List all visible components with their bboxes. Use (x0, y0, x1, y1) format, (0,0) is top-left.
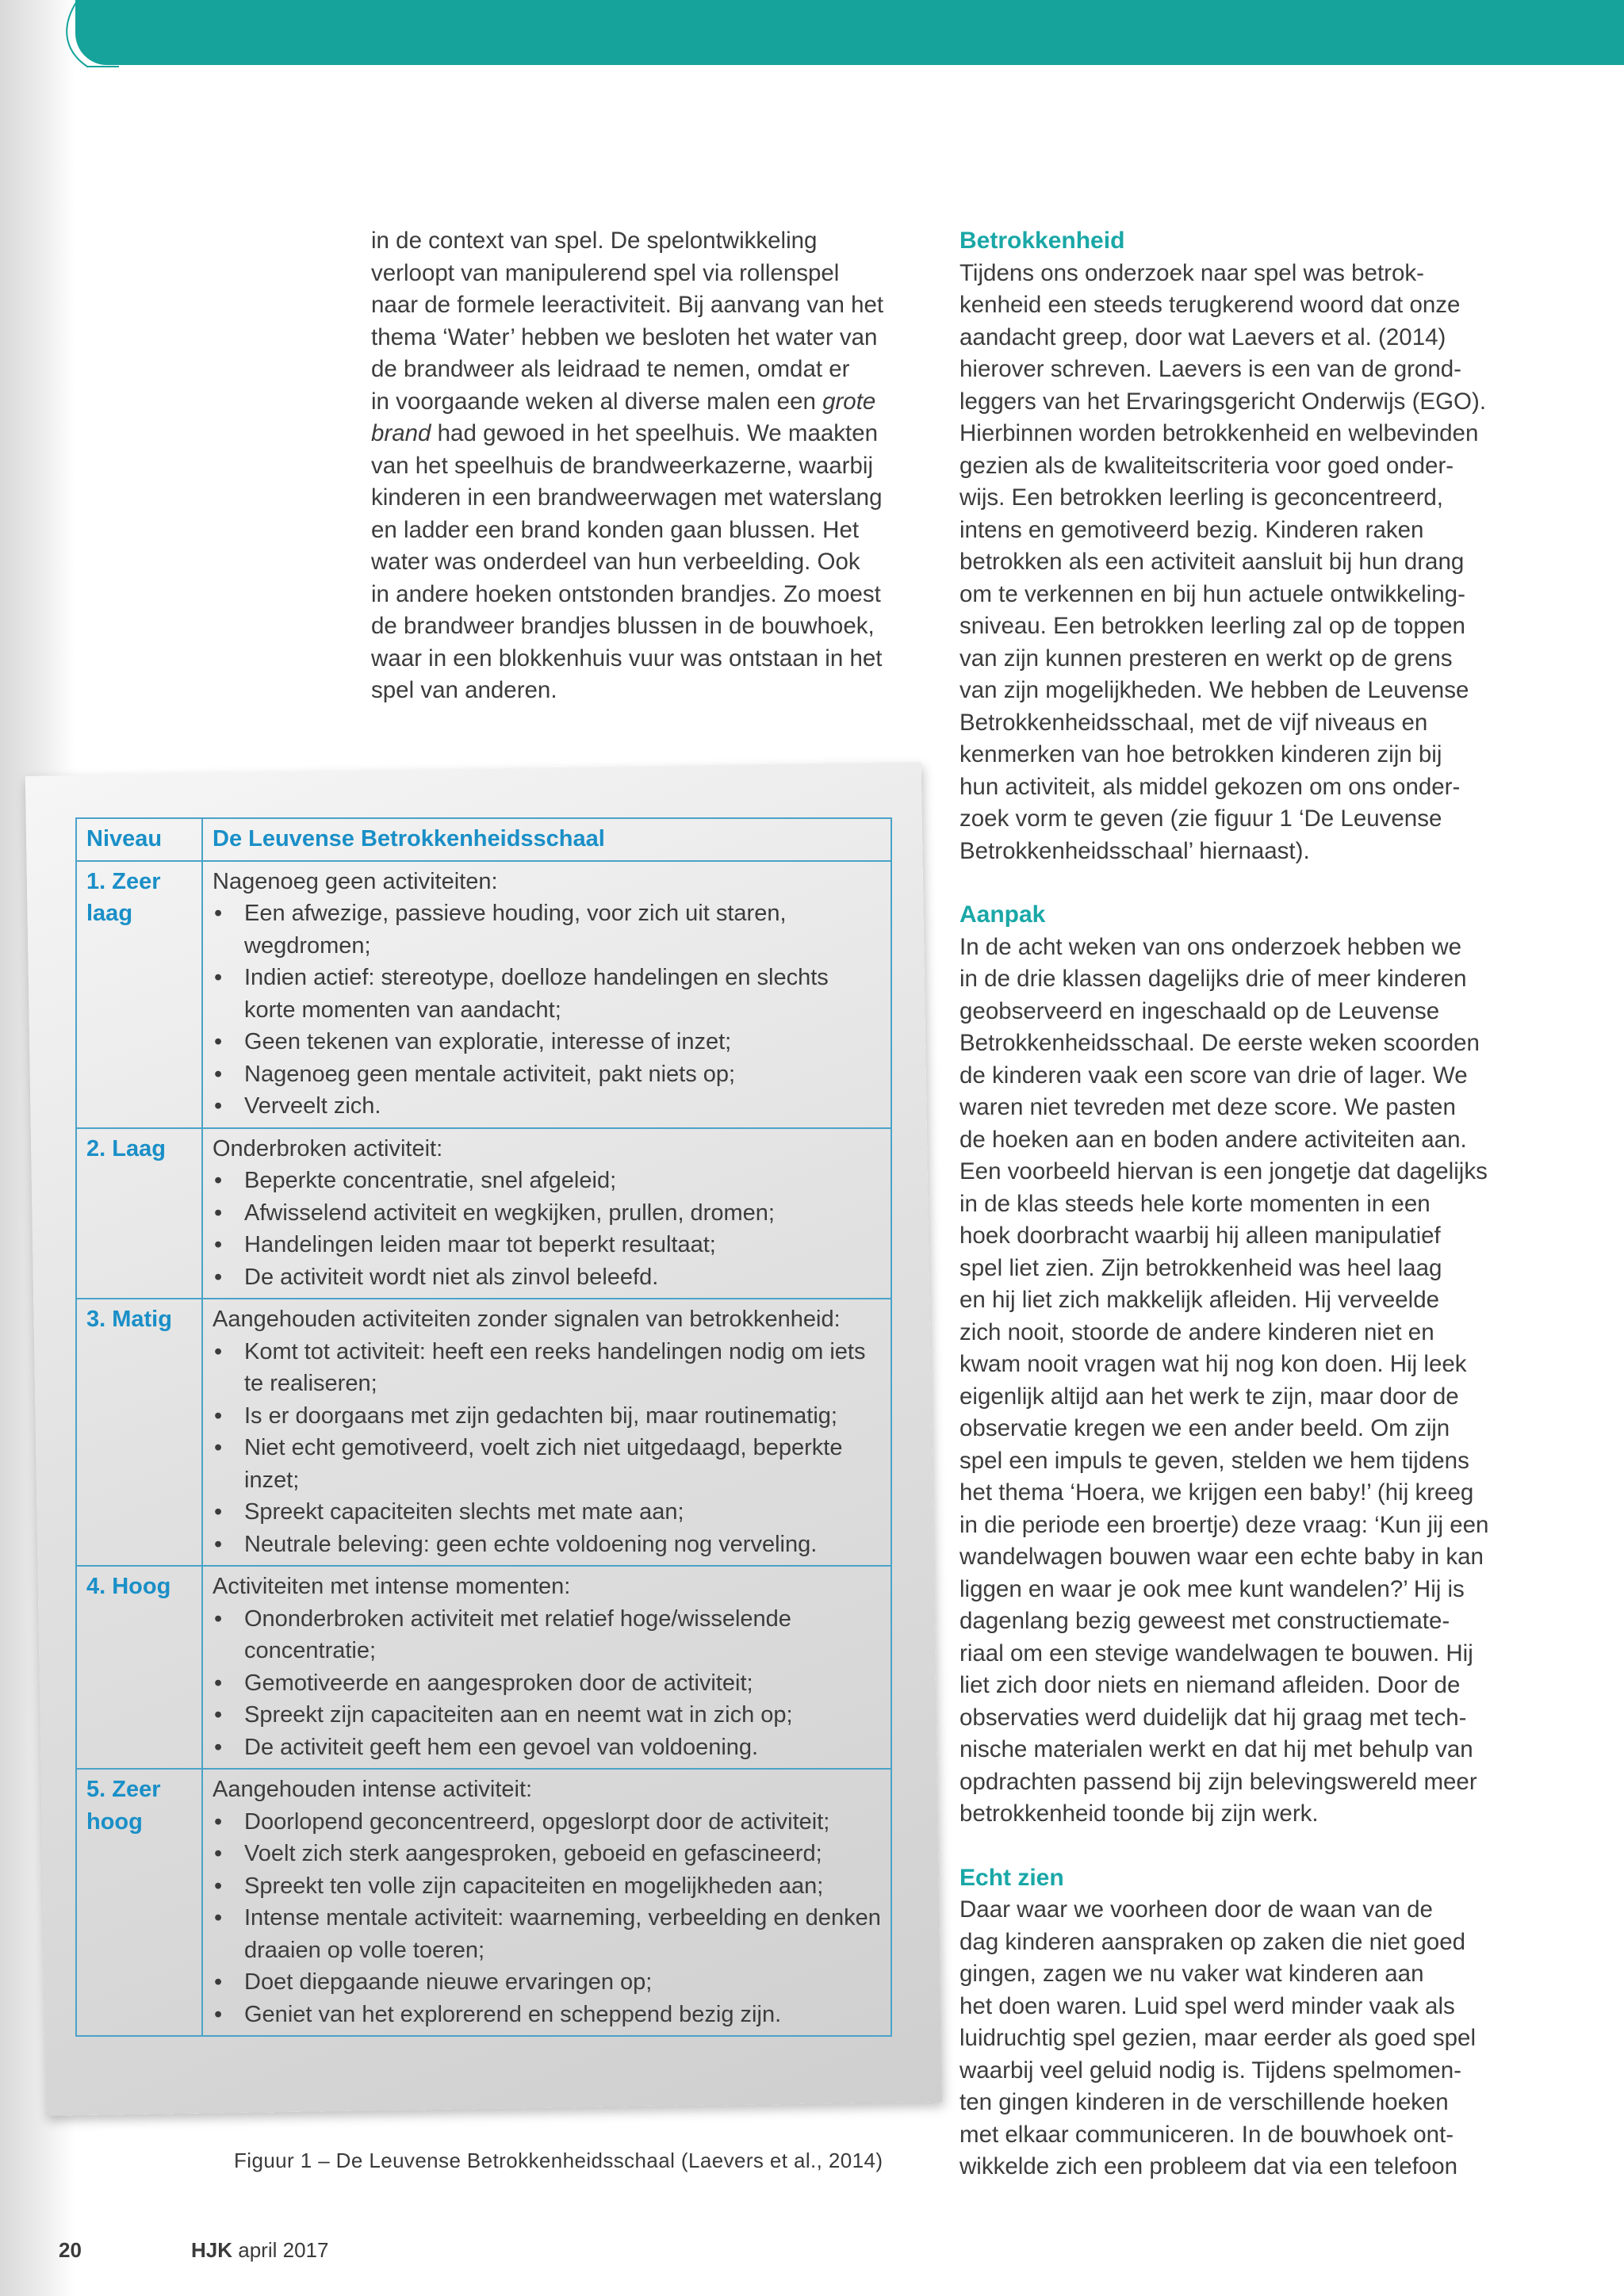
description-cell (202, 1128, 891, 1299)
list-item: • Beperkte concentratie, snel afgeleid; (213, 1165, 881, 1197)
list-item: • Geen tekenen van exploratie, interesse of inzet; (213, 1026, 881, 1058)
body-text-line: en ladder een brand konden gaan blussen. Het (371, 516, 860, 543)
body-text-line: waar in een blokkenhuis vuur was ontstaan in het (371, 645, 883, 672)
list-item: • Is er doorgaans met zijn gedachten bij, maar routinematig; (213, 1400, 881, 1433)
body-text-line: dag kinderen aanspraken op zaken die niet goed (959, 1928, 1466, 1955)
list-item: • Spreekt ten volle zijn capaciteiten en mogelijkheden aan; (213, 1870, 881, 1903)
list-item: • Voelt zich sterk aangesproken, geboeid en gefascineerd; (213, 1838, 881, 1870)
body-text-line: leggers van het Ervaringsgericht Onderwijs (EGO). (959, 388, 1487, 415)
body-text-line: intens en gemotiveerd bezig. Kinderen raken (959, 516, 1424, 543)
body-text-line: verloopt van manipulerend spel via rollenspel (371, 259, 840, 286)
body-text-line: het thema ‘Hoera, we krijgen een baby!’ (hij kreeg (959, 1479, 1474, 1506)
table-row (76, 1769, 891, 2036)
body-text-line: Betrokkenheidsschaal. De eerste weken scoorden (959, 1030, 1480, 1056)
list-item: • Ononderbroken activiteit met relatief hoge/wisselende concentratie; (213, 1603, 881, 1667)
body-text-line: spel van anderen. (371, 677, 557, 703)
header-curve-decoration (56, 0, 119, 73)
body-text-line: ten gingen kinderen in de verschillende hoeken (959, 2089, 1449, 2115)
body-text-line: water was onderdeel van hun verbeelding. Ook (371, 549, 860, 575)
level-cell (76, 1769, 202, 2036)
magazine-name: HJK (191, 2238, 233, 2262)
list-item: • Verveelt zich. (213, 1090, 881, 1123)
body-text-line: riaal om een stevige wandelwagen te bouwen. Hij (959, 1640, 1473, 1667)
table-row (76, 1566, 891, 1769)
body-text-line: naar de formele leeractiviteit. Bij aanvang van het (371, 292, 884, 318)
table-header-scale: De Leuvense Betrokkenheidsschaal (202, 818, 891, 861)
list-item: • Afwisselend activiteit en wegkijken, prullen, dromen; (213, 1197, 881, 1230)
level-label: 4. Hoog (86, 1574, 171, 1599)
body-text-line: luidruchtig spel gezien, maar eerder als goed spel (959, 2025, 1477, 2051)
characteristics-list (213, 897, 881, 1123)
level-label: 1. Zeer (86, 868, 161, 894)
body-text-line: in die periode een broertje) deze vraag: ‘Kun jij een (959, 1511, 1489, 1538)
body-text-line: in andere hoeken ontstonden brandjes. Zo moest (371, 580, 881, 607)
list-item: • Een afwezige, passieve houding, voor zich uit staren, wegdromen; (213, 897, 881, 962)
body-text-line: wijs. Een betrokken leerling is geconcentreerd, (959, 484, 1443, 511)
list-item: • Nagenoeg geen mentale activiteit, pakt niets op; (213, 1058, 881, 1091)
list-item: • Indien actief: stereotype, doelloze handelingen en slechts korte momenten van aandacht; (213, 962, 881, 1026)
body-text-line: aandacht greep, door wat Laevers et al. (2014) (959, 323, 1446, 350)
body-text-line: met elkaar communiceren. In de bouwhoek ont- (959, 2121, 1454, 2148)
body-text-line: de hoeken aan en boden andere activiteiten aan. (959, 1126, 1467, 1153)
body-text-line: eigenlijk altijd aan het werk te zijn, maar door de (959, 1383, 1459, 1410)
body-text-line: brand had gewoed in het speelhuis. We maakten (371, 420, 879, 446)
body-text-line: in de klas steeds hele korte momenten in een (959, 1190, 1431, 1217)
list-item: • Doet diepgaande nieuwe ervaringen op; (213, 1966, 881, 1999)
characteristics-list (213, 1165, 881, 1293)
level-summary: Nagenoeg geen activiteiten: (213, 868, 498, 894)
table-header-level: Niveau (76, 818, 202, 861)
body-text-line: Hierbinnen worden betrokkenheid en welbevinden (959, 420, 1479, 446)
body-text-line: geobserveerd en ingeschaald op de Leuvense (959, 997, 1440, 1024)
italic-text: grote (822, 388, 876, 415)
table-row (76, 1128, 891, 1299)
list-item: • De activiteit geeft hem een gevoel van voldoening. (213, 1732, 881, 1764)
body-text-line: kenheid een steeds terugkerend woord dat onze (959, 292, 1461, 318)
body-text-line: nische materialen werkt en dat hij met behulp van (959, 1736, 1473, 1762)
italic-text: brand (371, 420, 431, 446)
body-text-line: hierover schreven. Laevers is een van de grond- (959, 356, 1461, 382)
article-right-column (959, 225, 1507, 2183)
figure-caption: Figuur 1 – De Leuvense Betrokkenheidsschaal (Laevers et al., 2014) (234, 2149, 883, 2172)
body-text-line: liet zich door niets en niemand afleiden. Door de (959, 1672, 1461, 1698)
body-text-line: Daar waar we voorheen door de waan van de (959, 1896, 1433, 1923)
description-cell (202, 1299, 891, 1566)
list-item: • Intense mentale activiteit: waarneming, verbeelding en denken draaien op volle toeren; (213, 1902, 881, 1966)
body-text-line: zich nooit, stoorde de andere kinderen niet en (959, 1318, 1434, 1345)
body-text-line: wikkelde zich een probleem dat via een telefoon (959, 2153, 1458, 2179)
level-cell (76, 1128, 202, 1299)
description-cell (202, 1566, 891, 1769)
body-text-line: thema ‘Water’ hebben we besloten het water van (371, 323, 878, 350)
list-item: • Gemotiveerde en aangesproken door de activiteit; (213, 1667, 881, 1700)
body-text-line: van het speelhuis de brandweerkazerne, waarbij (371, 452, 873, 479)
body-text-line: zoek vorm te geven (zie figuur 1 ‘De Leuvense (959, 806, 1442, 832)
body-text-line: hun activiteit, als middel gekozen om ons onder- (959, 773, 1461, 800)
level-summary: Aangehouden intense activiteit: (213, 1777, 533, 1802)
section-heading: Aanpak (959, 901, 1046, 928)
description-cell (202, 1769, 891, 2036)
level-cell (76, 861, 202, 1128)
body-text-line: in de context van spel. De spelontwikkeling (371, 228, 818, 254)
table-row (76, 1299, 891, 1566)
level-cell (76, 1299, 202, 1566)
list-item: • De activiteit wordt niet als zinvol beleefd. (213, 1261, 881, 1294)
table-header-row (76, 818, 891, 861)
body-text-line: gezien als de kwaliteitscriteria voor goed onder- (959, 452, 1454, 479)
list-item: • Spreekt zijn capaciteiten aan en neemt wat in zich op; (213, 1699, 881, 1732)
level-summary: Activiteiten met intense momenten: (213, 1574, 571, 1599)
description-cell (202, 861, 891, 1128)
body-text-line: van zijn mogelijkheden. We hebben de Leuvense (959, 677, 1469, 703)
level-label: 2. Laag (86, 1135, 166, 1161)
body-text-line: Een voorbeeld hiervan is een jongetje dat dagelijks (959, 1158, 1488, 1184)
magazine-issue (191, 2238, 328, 2263)
body-text-line: van zijn kunnen presteren en werkt op de grens (959, 645, 1453, 672)
section-heading: Echt zien (959, 1864, 1064, 1891)
body-text-line: betrokkenheid toonde bij zijn werk. (959, 1800, 1319, 1827)
body-text-line: kwam nooit vragen wat hij nog kon doen. Hij leek (959, 1351, 1467, 1377)
body-text-line: liggen en waar je ook mee kunt wandelen?’ Hij is (959, 1575, 1465, 1602)
body-text-line: Tijdens ons onderzoek naar spel was betrok- (959, 259, 1424, 286)
body-text-line: de kinderen vaak een score van drie of lager. We (959, 1062, 1468, 1089)
level-label: 5. Zeer (86, 1777, 161, 1802)
level-label: hoog (86, 1808, 143, 1835)
level-label: 3. Matig (86, 1307, 172, 1332)
body-text-line: spel liet zien. Zijn betrokkenheid was heel laag (959, 1254, 1442, 1281)
body-text-line: opdrachten passend bij zijn belevingswereld meer (959, 1768, 1477, 1795)
body-text-line: observatie kregen we een ander beeld. Om zijn (959, 1415, 1450, 1441)
characteristics-list (213, 1603, 881, 1764)
body-text-line: om te verkennen en bij hun actuele ontwikkeling- (959, 580, 1465, 607)
section-heading: Betrokkenheid (959, 228, 1125, 254)
list-item: • Handelingen leiden maar tot beperkt resultaat; (213, 1229, 881, 1261)
body-text-line: betrokken als een activiteit aansluit bij hun drang (959, 549, 1465, 575)
list-item: • Neutrale beleving: geen echte voldoening nog verveling. (213, 1529, 881, 1561)
body-text-line: de brandweer als leidraad te nemen, omdat er (371, 356, 850, 382)
body-text-line: Betrokkenheidsschaal, met de vijf niveaus en (959, 709, 1428, 736)
body-text-line: en hij liet zich makkelijk afleiden. Hij verveelde (959, 1287, 1440, 1313)
body-text-line: het doen waren. Luid spel werd minder vaak als (959, 1992, 1455, 2019)
list-item: • Spreekt capaciteiten slechts met mate aan; (213, 1496, 881, 1529)
level-summary: Aangehouden activiteiten zonder signalen van betrokkenheid: (213, 1307, 841, 1332)
characteristics-list (213, 1806, 881, 2031)
list-item: • Komt tot activiteit: heeft een reeks handelingen nodig om iets te realiseren; (213, 1336, 881, 1400)
level-cell (76, 1566, 202, 1769)
characteristics-list (213, 1336, 881, 1561)
header-band (75, 0, 1624, 65)
body-text-line: in voorgaande weken al diverse malen een grote (371, 388, 876, 415)
intro-column (371, 225, 918, 707)
list-item: • Geniet van het explorerend en scheppend bezig zijn. (213, 1999, 881, 2031)
body-text-line: observaties werd duidelijk dat hij graag met tech- (959, 1704, 1467, 1731)
body-text-line: Betrokkenheidsschaal’ hiernaast). (959, 837, 1310, 864)
list-item: • Niet echt gemotiveerd, voelt zich niet uitgedaagd, beperkte inzet; (213, 1432, 881, 1496)
body-text-line: kenmerken van hoe betrokken kinderen zijn bij (959, 741, 1442, 767)
section-gap (959, 867, 1507, 899)
body-text-line: gingen, zagen we nu vaker wat kinderen aan (959, 1961, 1424, 1987)
level-label: laag (86, 901, 133, 926)
body-text-line: spel een impuls te geven, stelden we hem tijdens (959, 1447, 1469, 1474)
issue-date: april 2017 (238, 2238, 329, 2262)
body-text-line: kinderen in een brandweerwagen met waterslang (371, 484, 883, 511)
body-text-line: in de drie klassen dagelijks drie of meer kinderen (959, 966, 1467, 992)
body-text-line: waarbij veel geluid nodig is. Tijdens spelmomen- (959, 2057, 1461, 2084)
leuven-scale-table (75, 817, 892, 2037)
table-row (76, 861, 891, 1128)
body-text-line: hoek doorbracht waarbij hij alleen manipulatief (959, 1223, 1441, 1249)
page-number: 20 (59, 2238, 82, 2262)
section-gap (959, 1831, 1507, 1862)
list-item: • Doorlopend geconcentreerd, opgeslorpt door de activiteit; (213, 1806, 881, 1839)
body-text-line: wandelwagen bouwen waar een echte baby in kan (959, 1544, 1484, 1570)
level-summary: Onderbroken activiteit: (213, 1135, 443, 1161)
body-text-line: de brandweer brandjes blussen in de bouwhoek, (371, 613, 875, 639)
body-text-line: waren niet tevreden met deze score. We pasten (959, 1094, 1456, 1120)
body-text-line: dagenlang bezig geweest met constructiemate- (959, 1608, 1450, 1634)
body-text-line: In de acht weken van ons onderzoek hebben we (959, 933, 1462, 960)
body-text-line: sniveau. Een betrokken leerling zal op de toppen (959, 613, 1465, 639)
